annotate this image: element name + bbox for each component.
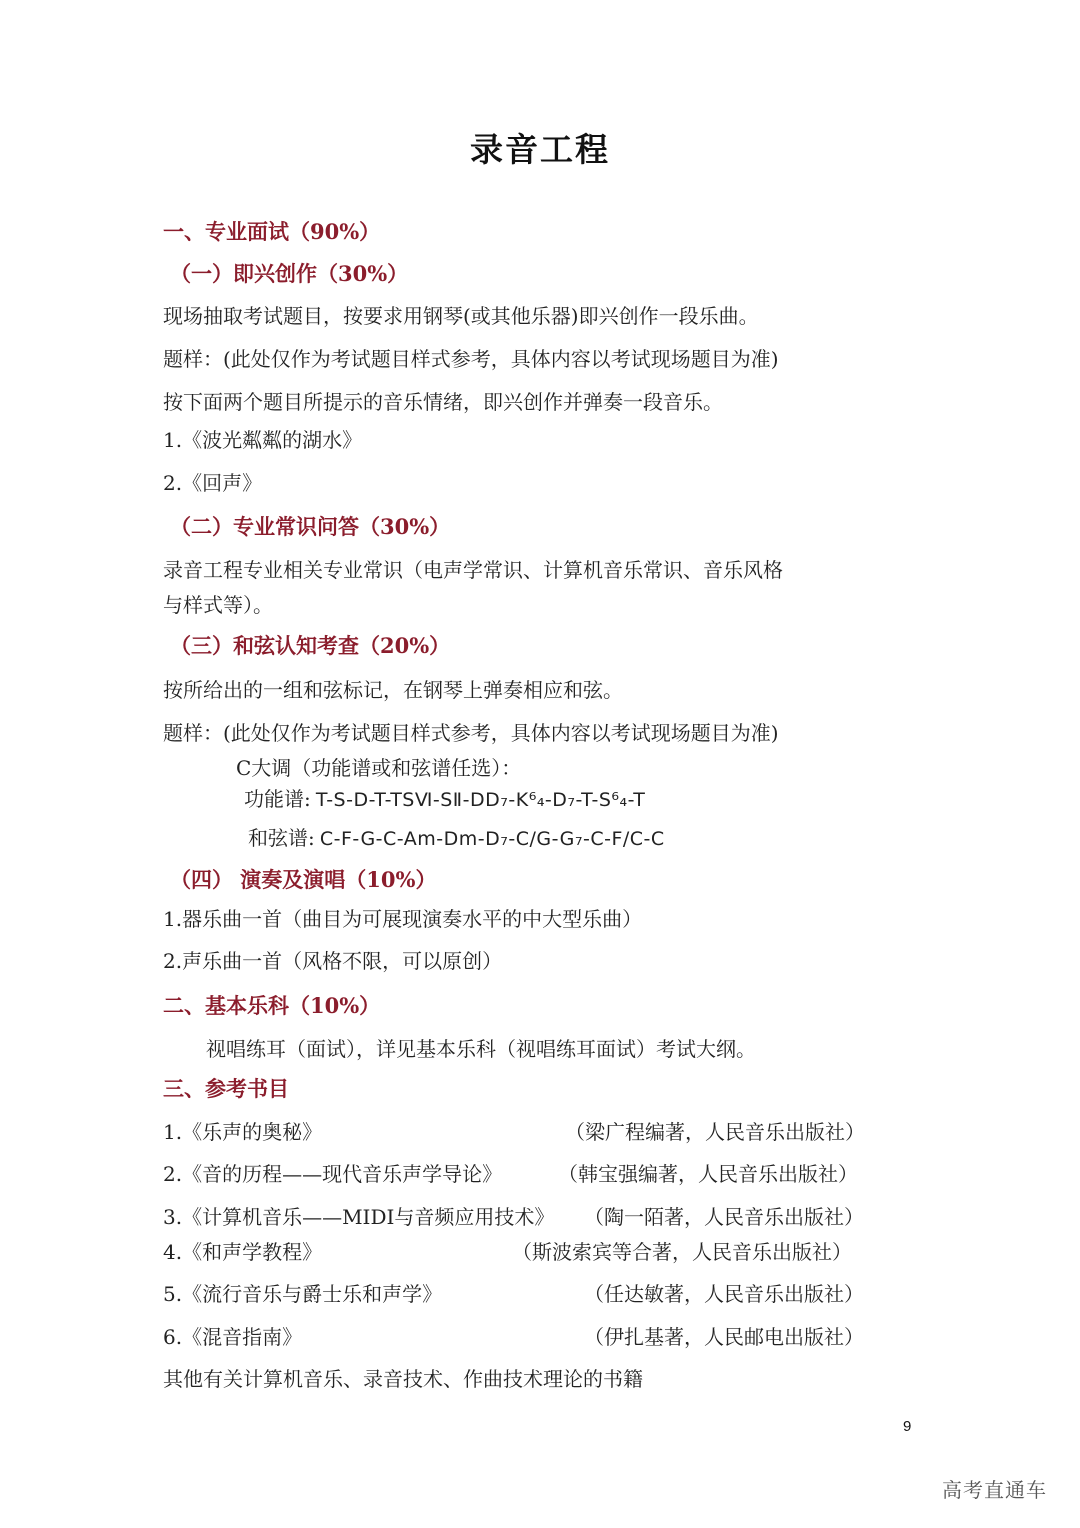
book-publisher: （任达敏著，人民音乐出版社） [584, 1282, 864, 1306]
paragraph: 录音工程专业相关专业常识（电声学常识、计算机音乐常识、音乐风格 [163, 558, 783, 582]
list-item: 1.《波光粼粼的湖水》 [163, 428, 363, 452]
book-title: 1.《乐声的奥秘》 [163, 1120, 323, 1144]
list-item: 2.声乐曲一首（风格不限，可以原创） [163, 949, 503, 973]
book-publisher: （伊扎基著，人民邮电出版社） [584, 1325, 864, 1349]
section-heading-interview: 一、专业面试（90%） [163, 219, 381, 244]
book-publisher: （陶一陌著，人民音乐出版社） [584, 1205, 864, 1229]
chord-notation-sequence: C-F-G-C-Am-Dm-D₇-C/G-G₇-C-F/C-C [319, 828, 665, 850]
subsection-heading-knowledge: （二）专业常识问答（30%） [170, 514, 451, 539]
book-title: 4.《和声学教程》 [163, 1240, 323, 1264]
paragraph: 按下面两个题目所提示的音乐情绪，即兴创作并弹奏一段音乐。 [163, 390, 723, 414]
section-heading-basic-music: 二、基本乐科（10%） [163, 993, 381, 1018]
book-title: 5.《流行音乐与爵士乐和声学》 [163, 1282, 443, 1306]
book-title: 6.《混音指南》 [163, 1325, 303, 1349]
list-item: 1.器乐曲一首（曲目为可展现演奏水平的中大型乐曲） [163, 907, 643, 931]
subsection-heading-improvisation: （一）即兴创作（30%） [170, 261, 409, 286]
book-publisher: （梁广程编著，人民音乐出版社） [565, 1120, 865, 1144]
paragraph: 题样：(此处仅作为考试题目样式参考，具体内容以考试现场题目为准) [163, 721, 779, 745]
book-title: 3.《计算机音乐——MIDI与音频应用技术》 [163, 1205, 555, 1229]
function-notation-line [244, 783, 645, 812]
list-item: 2.《回声》 [163, 471, 263, 495]
subsection-heading-chords: （三）和弦认知考查（20%） [170, 633, 451, 658]
references-footer: 其他有关计算机音乐、录音技术、作曲技术理论的书籍 [163, 1367, 643, 1391]
section-heading-references: 三、参考书目 [163, 1076, 289, 1101]
key-line: C大调（功能谱或和弦谱任选）： [236, 756, 522, 780]
paragraph: 题样：(此处仅作为考试题目样式参考，具体内容以考试现场题目为准) [163, 347, 779, 371]
function-notation-label: 功能谱: [244, 787, 311, 811]
paragraph: 视唱练耳（面试），详见基本乐科（视唱练耳面试）考试大纲。 [206, 1037, 756, 1061]
watermark: 高考直通车 [942, 1478, 1047, 1502]
paragraph: 现场抽取考试题目，按要求用钢琴(或其他乐器)即兴创作一段乐曲。 [163, 304, 759, 328]
page-number: 9 [903, 1418, 912, 1435]
chord-notation-line [248, 822, 665, 851]
page-title: 录音工程 [470, 130, 610, 169]
subsection-heading-performance: （四） 演奏及演唱（10%） [170, 867, 437, 892]
book-publisher: （斯波索宾等合著，人民音乐出版社） [512, 1240, 852, 1264]
book-publisher: （韩宝强编著，人民音乐出版社） [558, 1162, 858, 1186]
paragraph: 按所给出的一组和弦标记，在钢琴上弹奏相应和弦。 [163, 678, 623, 702]
book-title: 2.《音的历程——现代音乐声学导论》 [163, 1162, 503, 1186]
chord-notation-label: 和弦谱: [248, 826, 315, 850]
function-notation-sequence: T-S-D-T-TSⅥ-SⅡ-DD₇-K⁶₄-D₇-T-S⁶₄-T [315, 789, 646, 811]
paragraph: 与样式等）。 [163, 593, 273, 617]
